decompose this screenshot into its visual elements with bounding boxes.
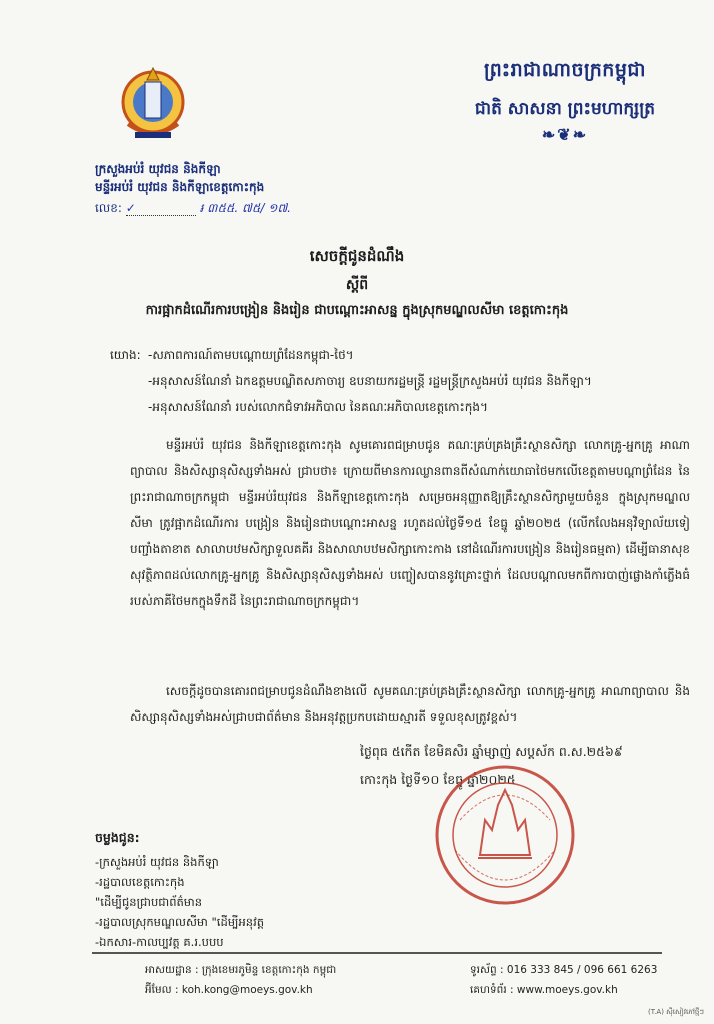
print-note: (T.A) ស៊ីសៀវភៅថ្មីៗ — [648, 1008, 704, 1016]
email-label: អ៊ីមែល : — [145, 984, 179, 996]
references-label: យោង: — [110, 348, 141, 362]
document-subject: ការផ្អាកដំណើរការបង្រៀន និងរៀន ជាបណ្ដោះអាសន្ន ក្នុងស្រុកមណ្ឌលសីមា ខេត្តកោះកុង — [145, 303, 569, 318]
reference-label: លេខ: — [95, 201, 122, 215]
reference-number-line — [95, 200, 335, 218]
handwritten-mark: ✓ — [125, 201, 136, 215]
department-name: មន្ទីរអប់រំ យុវជន និងកីឡាខេត្តកោះកុង — [95, 180, 265, 194]
cc-title: ចម្លងជូន: — [95, 830, 140, 845]
body-paragraph-2: សេចក្ដីដូចបានគោរពជម្រាបជូនដំណឹងខាងលើ សូមគណៈគ្រប់គ្រងគ្រឹះស្ថានសិក្សា លោកគ្រូ-អ្នកគ្រូ អាណាព្យាបាល និងសិស្សានុសិស្សទាំងអស់ជ្រាបជាព័ត៌មាន និងអនុវត្តប្រកបដោយស្មារតី ទទួលខុសត្រូវខ្ពស់។ — [130, 684, 690, 724]
references-block — [110, 342, 690, 420]
kingdom-title: ព្រះរាជាណាចក្រកម្ពុជា — [484, 59, 646, 81]
ministry-name: ក្រសួងអប់រំ យុវជន និងកីឡា — [95, 162, 221, 176]
address-label: អាសយដ្ឋាន : — [145, 964, 199, 976]
document-title: សេចក្ដីជូនដំណឹង — [309, 247, 405, 265]
phone-value: 016 333 845 / 096 661 6263 — [506, 964, 658, 976]
solar-date: កោះកុង ថ្ងៃទី១០ ខែធ្នូ ឆ្នាំ២០២៥ — [360, 772, 516, 787]
reference-item: -អនុសាសន៍ណែនាំ ឯកឧត្តមបណ្ឌិតសភាចារ្យ ឧបនាយករដ្ឋមន្ត្រី រដ្ឋមន្ត្រីក្រសួងអប់រំ យុវជន និងកីឡា។ — [148, 374, 592, 388]
footer-divider — [92, 952, 662, 954]
body-paragraph-1: មន្ទីរអប់រំ យុវជន និងកីឡាខេត្តកោះកុង សូមគោរពជម្រាបជូន គណៈគ្រប់គ្រងគ្រឹះស្ថានសិក្សា លោកគ្រូ-អ្នកគ្រូ អាណាព្យាបាល និងសិស្សានុសិស្សទាំងអស់ ជ្រាបថា៖ ក្រោយពីមានការឈ្លានពានពីសំណាក់យោធាថៃមកលើខេត្តតាមបណ្ដាព្រំដែន នៃព្រះរាជាណាចក្រកម្ពុជា មន្ទីរអប់រំយុវជន និងកីឡាខេត្តកោះកុង សម្រេចអនុញ្ញាតឱ្យគ្រឹះស្ថានសិក្សាមួយចំនួន ក្នុងស្រុកមណ្ឌលសីមា ត្រូវផ្អាកដំណើរការ បង្រៀន និងរៀនជាបណ្ដោះអាសន្ន រហូតដល់ថ្ងៃទី១៥ ខែធ្នូ ឆ្នាំ២០២៥ (លើកលែងអនុវិទ្យាល័យទៀបញ្ជាំងតាខាត សាលាបឋមសិក្សាទួលគគីរ និងសាលាបឋមសិក្សាកោះកាង នៅដំណើរការបង្រៀន និងរៀនធម្មតា) ដើម្បីធានាសុខសុវត្ថិភាពដល់លោកគ្រូ-អ្នកគ្រូ និងសិស្សានុសិស្សទាំងអស់ បញ្ចៀសបាននូវគ្រោះថ្នាក់ ដែលបណ្ដាលមកពីការបាញ់ផ្លោងកាំភ្លើងធំរបស់ភាគីថៃមកក្នុងទឹកដី នៃព្រះរាជាណាចក្រកម្ពុជា។ — [130, 438, 690, 608]
email-value: koh.kong@moeys.gov.kh — [181, 984, 313, 996]
website-value: www.moeys.gov.kh — [516, 984, 618, 996]
cc-item: "ដើម្បីជូនជ្រាបជាព័ត៌មាន — [95, 895, 203, 909]
website-label: គេហទំព័រ : — [470, 984, 514, 996]
ministry-logo-icon — [118, 64, 188, 144]
phone-label: ទូរស័ព្ទ : — [470, 964, 504, 976]
cc-list — [95, 852, 264, 952]
document-re: ស្ដីពី — [345, 277, 369, 293]
footer-left — [145, 960, 336, 1000]
cc-item: -រដ្ឋបាលខេត្តកោះកុង — [95, 875, 185, 889]
cc-item: -ក្រសួងអប់រំ យុវជន និងកីឡា — [95, 855, 219, 869]
lunar-date: ថ្ងៃពុធ ៥កើត ខែមិគសិរ ឆ្នាំម្សាញ់ សប្តស័ក ព.ស.២៥៦៩ — [360, 744, 623, 759]
kingdom-header — [420, 58, 710, 144]
cc-item: -រដ្ឋបាលស្រុកមណ្ឌលសីមា "ដើម្បីអនុវត្ត — [95, 915, 265, 929]
ornament-divider: ❧❦❧ — [541, 125, 589, 144]
reference-item: -អនុសាសន៍ណែនាំ របស់លោកជំទាវអភិបាល នៃគណៈអភិបាលខេត្តកោះកុង។ — [148, 400, 488, 414]
national-motto: ជាតិ សាសនា ព្រះមហាក្សត្រ — [474, 99, 656, 119]
reference-item: -សភាពការណ៍តាមបណ្ដោយព្រំដែនកម្ពុជា-ថៃ។ — [148, 348, 354, 362]
footer-right — [470, 960, 657, 1000]
address-value: ក្រុងខេមរភូមិន្ទ ខេត្តកោះកុង កម្ពុជា — [201, 964, 337, 976]
ministry-block — [95, 160, 264, 196]
reference-number: ៛ ៣៥៥. ៧៥/ ១៧. — [199, 201, 291, 215]
official-seal-icon — [430, 760, 580, 910]
cc-item: -ឯកសារ-កាលប្បវត្ត គ.រ.បបប — [95, 935, 224, 949]
